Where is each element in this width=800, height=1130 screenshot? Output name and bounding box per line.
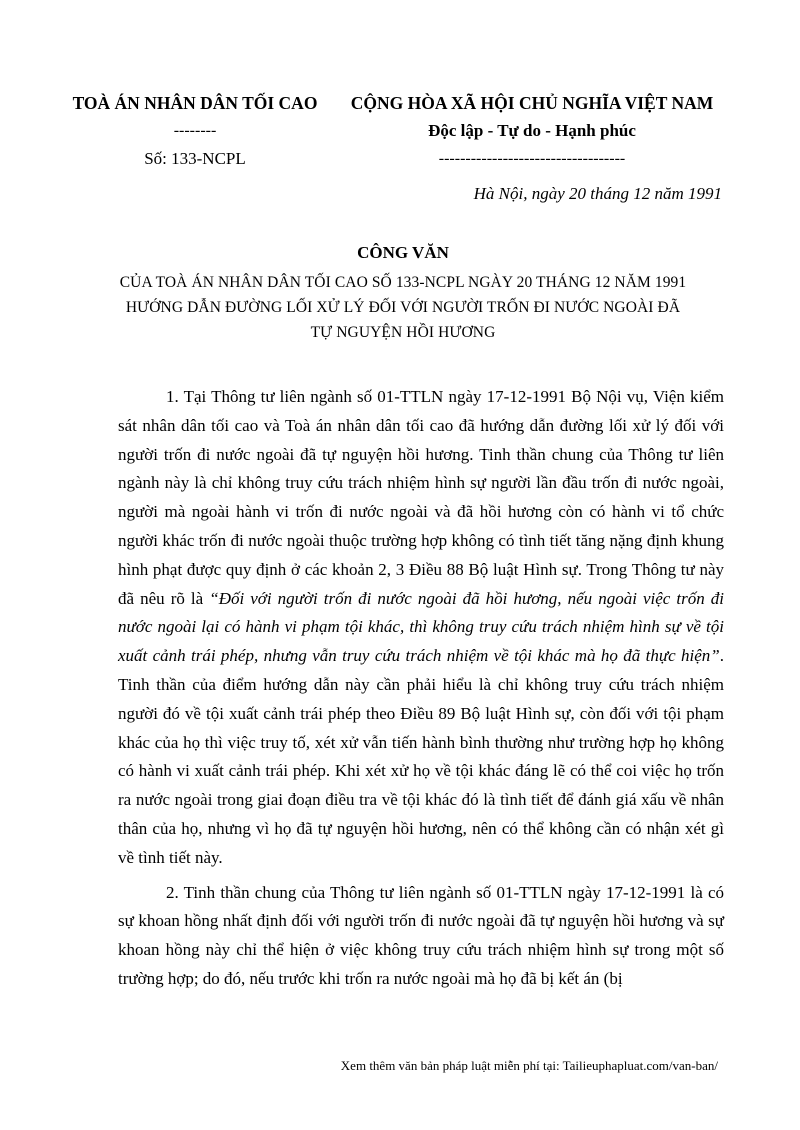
issuer-name: TOÀ ÁN NHÂN DÂN TỐI CAO bbox=[72, 93, 318, 113]
document-type: CÔNG VĂN bbox=[357, 243, 449, 262]
document-body bbox=[118, 383, 724, 994]
title-line-1: CỦA TOÀ ÁN NHÂN DÂN TỐI CAO SỐ 133-NCPL NGÀY 20 THÁNG 12 NĂM 1991 bbox=[119, 274, 687, 291]
nation-name: CỘNG HÒA XÃ HỘI CHỦ NGHĨA VIỆT NAM bbox=[350, 93, 714, 113]
paragraph-1-text: 1. Tại Thông tư liên ngành số 01-TTLN ngày 17-12-1991 Bộ Nội vụ, Viện kiểm sát nhân dân tối cao và Toà án nhân dân tối cao đã hướng dẫn đường lối xử lý đối với người trốn đi nước ngoài đã tự nguyện hồi hương. Tinh thần chung của Thông tư liên ngành này là chỉ không truy cứu trách nhiệm hình sự người lần đầu trốn đi nước ngoài, người mà ngoài hành vi trốn đi nước ngoài và đã hồi hương còn có hành vi tổ chức người khác trốn đi nước ngoài thuộc trường hợp không có tình tiết tăng nặng định khung hình phạt được quy định ở các khoản 2, 3 Điều 88 Bộ luật Hình sự. Trong Thông tư này đã nêu rõ là bbox=[118, 387, 724, 608]
national-header bbox=[332, 90, 732, 172]
issuer-header bbox=[70, 90, 320, 172]
document-number: Số: 133-NCPL bbox=[144, 149, 246, 168]
paragraph-2: 2. Tinh thần chung của Thông tư liên ngành số 01-TTLN ngày 17-12-1991 là có sự khoan hồng nhất định đối với người trốn đi nước ngoài đã tự nguyện hồi hương và sự khoan hồng này chỉ thể hiện ở việc không truy cứu trách nhiệm hình sự trong một số trường hợp; do đó, nếu trước khi trốn ra nước ngoài mà họ đã bị kết án (bị bbox=[118, 882, 724, 988]
footer-note: Xem thêm văn bản pháp luật miễn phí tại: Tailieuphapluat.com/van-ban/ bbox=[340, 1058, 718, 1073]
issuer-separator: -------- bbox=[173, 122, 217, 139]
paragraph-1 bbox=[118, 383, 724, 873]
national-motto: Độc lập - Tự do - Hạnh phúc bbox=[428, 121, 636, 140]
place-and-date: Hà Nội, ngày 20 tháng 12 năm 1991 bbox=[473, 184, 722, 203]
title-line-3: TỰ NGUYỆN HỒI HƯƠNG bbox=[310, 324, 496, 341]
document-title bbox=[60, 240, 746, 345]
paragraph-1-quote: “Đối với người trốn đi nước ngoài đã hồi hương, nếu ngoài việc trốn đi nước ngoài lại có hành vi phạm tội khác, thì không truy cứu trách nhiệm hình sự về tội xuất cảnh trái phép, nhưng vẫn truy cứu trách nhiệm về tội khác mà họ đã thực hiện” bbox=[118, 588, 724, 666]
motto-separator: ----------------------------------- bbox=[438, 150, 626, 167]
paragraph-1-continuation: . Tinh thần của điểm hướng dẫn này cần phải hiểu là chỉ không truy cứu trách nhiệm người đó về tội xuất cảnh trái phép theo Điều 89 Bộ luật Hình sự, còn đối với tội phạm khác của họ thì việc truy tố, xét xử vẫn tiến hành bình thường như trường hợp họ không có hành vi xuất cảnh trái phép. Khi xét xử họ về tội khác đáng lẽ có thể coi việc họ trốn ra nước ngoài trong giai đoạn điều tra về tội khác đó là tình tiết để đánh giá xấu về nhân thân của họ, nhưng vì họ đã tự nguyện hồi hương, nên có thể không cần có nhận xét gì về tình tiết này. bbox=[118, 646, 724, 867]
title-line-2: HƯỚNG DẪN ĐƯỜNG LỐI XỬ LÝ ĐỐI VỚI NGƯỜI TRỐN ĐI NƯỚC NGOÀI ĐÃ bbox=[125, 299, 681, 316]
